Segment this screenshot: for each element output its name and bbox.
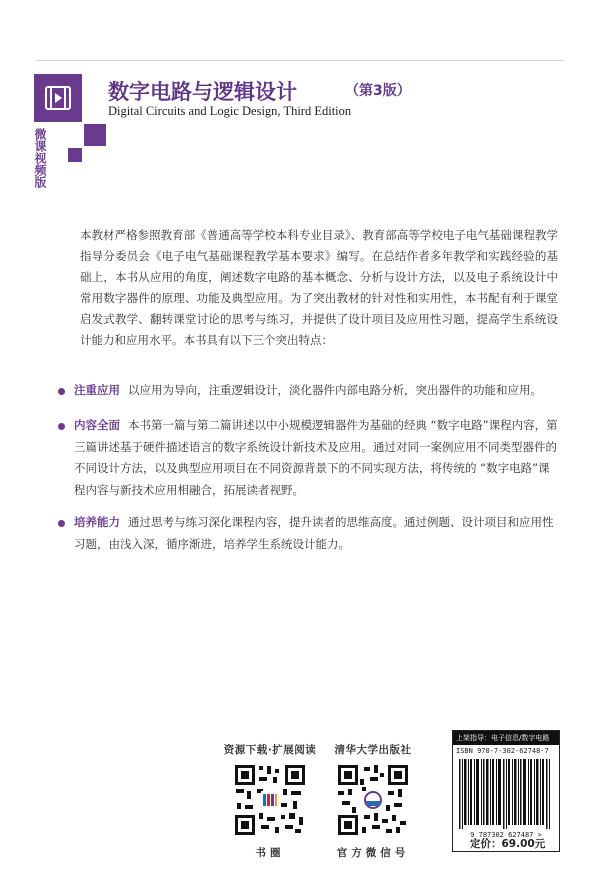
feature-body bbox=[74, 512, 558, 555]
feature-item bbox=[58, 512, 558, 556]
qr-caption: 官方微信号 bbox=[336, 847, 410, 859]
qr-code-icon[interactable] bbox=[336, 763, 410, 837]
barcode-digits: 9 787302 627487 > bbox=[470, 831, 542, 839]
feature-text: 本书第一篇与第二篇讲述以中小规模逻辑器件为基础的经典 “数字电路”课程内容，第三篇讲述基于硬件描述语言的数字系统设计新技术及应用。通过对同一案例应用不同类型器件的不同设计方法，以及典型应用项目在不同资源背景下的不同实现方法，将传统的 “数字电路”课程内容与新技术应用相融合，拓展读者视野。 bbox=[74, 418, 558, 497]
play-video-icon bbox=[44, 84, 72, 112]
qr-title: 清华大学出版社 bbox=[334, 744, 412, 756]
feature-text: 通过思考与练习深化课程内容，提升读者的思维高度。通过例题、设计项目和应用性习题，由浅入深，循序渐进，培养学生系统设计能力。 bbox=[74, 515, 554, 551]
feature-heading: 注重应用 bbox=[74, 383, 120, 397]
qr-title: 资源下载·扩展阅读 bbox=[223, 744, 317, 756]
badge-label: 微课视频版 bbox=[33, 128, 47, 188]
intro-paragraph: 本教材严格参照教育部《普通高等学校本科专业目录》、教育部高等学校电子电气基础课程教学指导分委员会《电子电气基础课程教学基本要求》编写。在总结作者多年教学和实践经验的基础上，本书从应用的角度，阐述数字电路的基本概念、分析与设计方法，以及电子系统设计中常用数字器件的原理、功能及典型应用。为了突出教材的针对性和实用性，本书配有利于课堂启发式教学、翻转课堂讨论的思考与练习，并提供了设计项目及应用性习题，提高学生系统设计能力和应用水平。本书具有以下三个突出特点： bbox=[80, 228, 558, 347]
bullet-icon bbox=[58, 423, 65, 430]
feature-text: 以应用为导向，注重逻辑设计，淡化器件内部电路分析，突出器件的功能和应用。 bbox=[128, 383, 542, 397]
decor-square bbox=[68, 148, 82, 162]
qr-caption: 书圈 bbox=[255, 847, 285, 859]
edition-label: （第3版） bbox=[345, 83, 411, 99]
barcode-box bbox=[452, 730, 560, 852]
video-badge bbox=[34, 74, 82, 122]
feature-body bbox=[74, 415, 558, 501]
feature-heading: 内容全面 bbox=[74, 418, 120, 432]
qr-block-book bbox=[220, 742, 320, 860]
feature-body bbox=[74, 380, 558, 402]
price-label: 定价：69.00元 bbox=[470, 838, 546, 850]
feature-item bbox=[58, 415, 558, 505]
shelf-category: 上架指导：电子信息/数字电路 bbox=[453, 731, 559, 745]
top-rule bbox=[36, 60, 564, 61]
bullet-icon bbox=[58, 388, 65, 395]
book-subtitle: Digital Circuits and Logic Design, Third Edition bbox=[108, 104, 352, 118]
feature-item bbox=[58, 380, 558, 404]
decor-square bbox=[84, 124, 106, 146]
qr-block-publisher bbox=[323, 742, 423, 860]
feature-heading: 培养能力 bbox=[74, 515, 120, 529]
qr-code-icon[interactable] bbox=[233, 763, 307, 837]
book-title: 数字电路与逻辑设计 bbox=[108, 80, 297, 104]
isbn-label: ISBN 978-7-302-62748-7 bbox=[456, 747, 549, 755]
barcode-icon bbox=[457, 759, 555, 829]
bullet-icon bbox=[58, 520, 65, 527]
